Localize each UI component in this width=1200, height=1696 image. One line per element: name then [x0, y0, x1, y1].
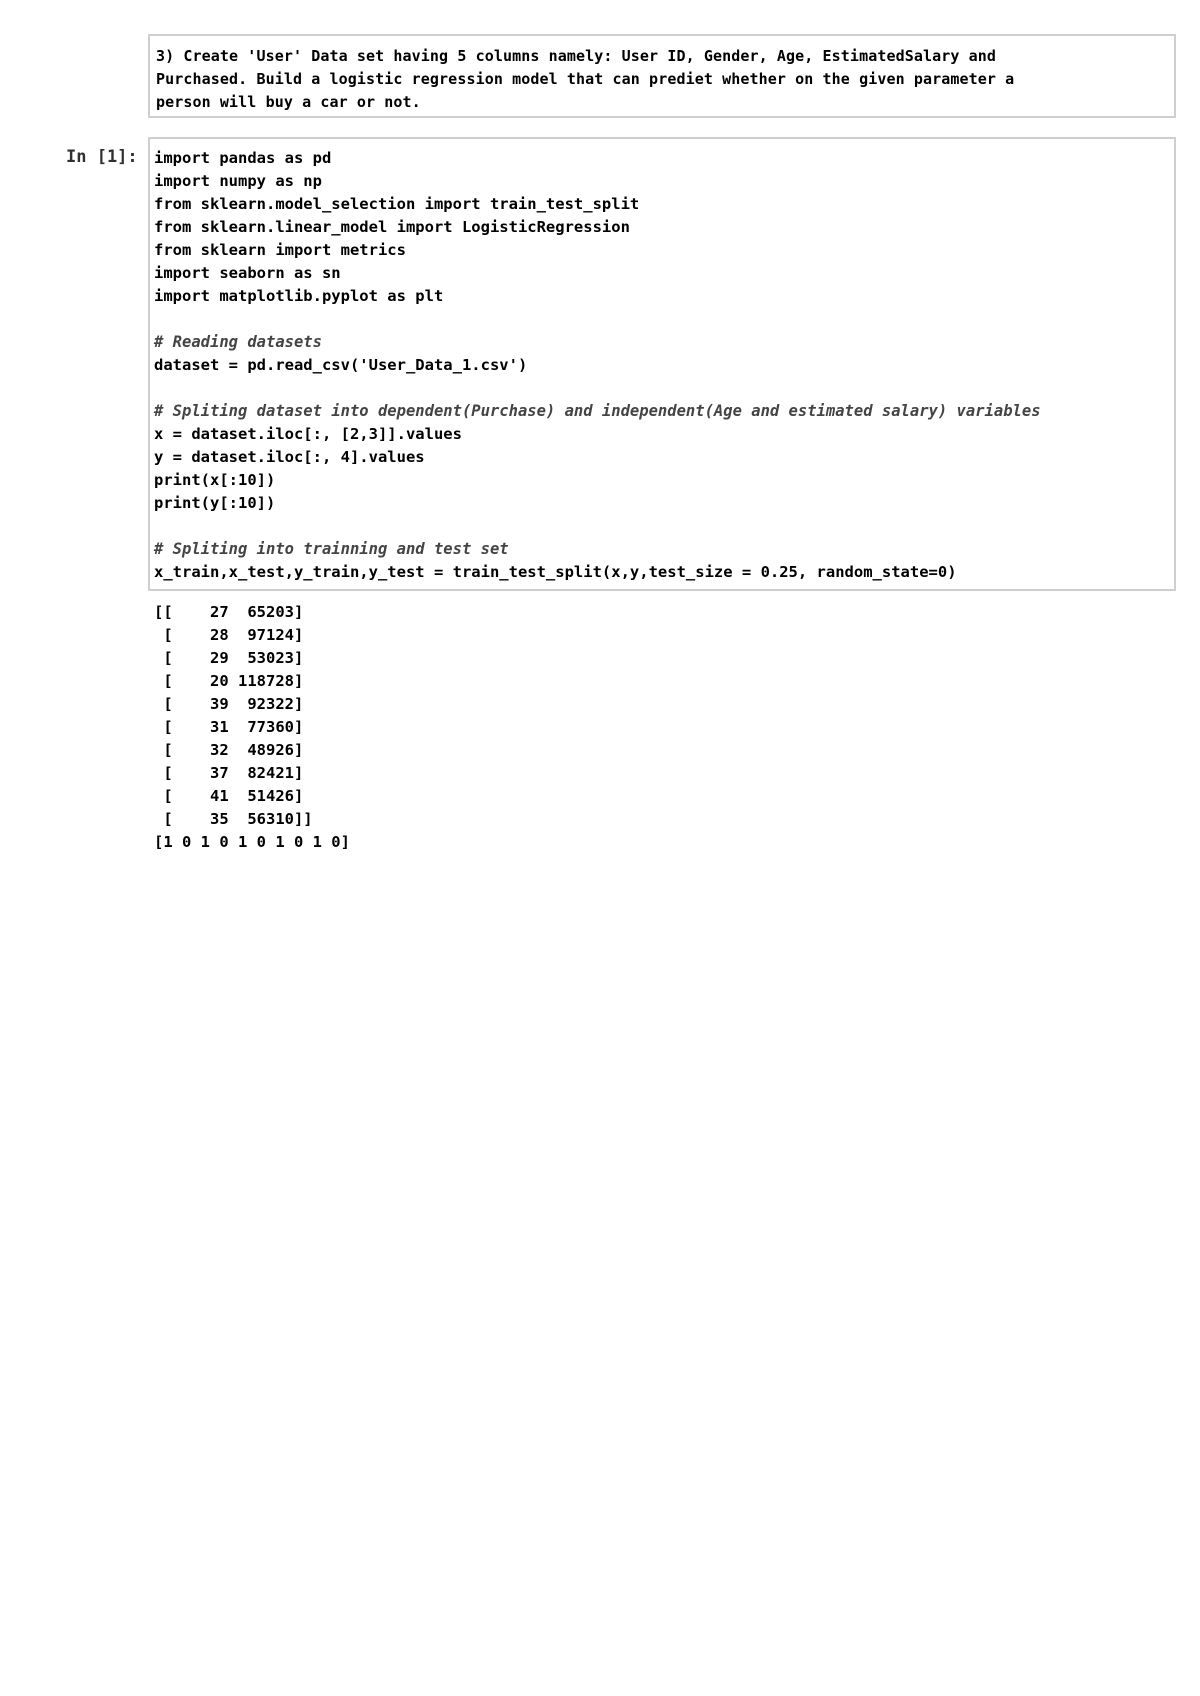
output-line: [ 20 118728]: [154, 672, 304, 690]
output-line: [[ 27 65203]: [154, 603, 304, 621]
output-line: [ 35 56310]]: [154, 810, 313, 828]
output-line: [ 32 48926]: [154, 741, 304, 759]
code-line: import numpy as np: [154, 172, 322, 190]
code-line-blank: [154, 308, 1170, 331]
output-line: [ 31 77360]: [154, 718, 304, 736]
code-line: print(y[:10]): [154, 494, 276, 512]
code-line: from sklearn.model_selection import train_test_split: [154, 195, 640, 213]
code-line: import seaborn as sn: [154, 264, 341, 282]
code-line-blank: [154, 377, 1170, 400]
markdown-text: 3) Create 'User' Data set having 5 columns namely: User ID, Gender, Age, EstimatedSalary and Purchased. Build a logistic regression model that can prediet whether on the given parameter a person will buy a car or not.: [156, 47, 1015, 111]
code-comment: # Spliting dataset into dependent(Purchase) and independent(Age and estimated salary) variables: [154, 402, 1041, 420]
output-line: [1 0 1 0 1 0 1 0 1 0]: [154, 833, 350, 851]
code-cell[interactable]: [148, 137, 1176, 591]
code-line: import pandas as pd: [154, 149, 332, 167]
code-line: from sklearn.linear_model import LogisticRegression: [154, 218, 630, 236]
input-prompt: In [1]:: [66, 147, 138, 167]
code-line: print(x[:10]): [154, 471, 276, 489]
cell-output: [154, 601, 854, 854]
code-line: dataset = pd.read_csv('User_Data_1.csv'): [154, 356, 528, 374]
code-comment: # Reading datasets: [154, 333, 322, 351]
output-line: [ 37 82421]: [154, 764, 304, 782]
code-comment: # Spliting into trainning and test set: [154, 540, 509, 558]
code-line: y = dataset.iloc[:, 4].values: [154, 448, 425, 466]
code-editor[interactable]: [154, 147, 1170, 584]
output-line: [ 28 97124]: [154, 626, 304, 644]
code-line: x = dataset.iloc[:, [2,3]].values: [154, 425, 462, 443]
code-line-blank: [154, 515, 1170, 538]
code-line: x_train,x_test,y_train,y_test = train_test_split(x,y,test_size = 0.25, random_state=0): [154, 563, 957, 581]
output-line: [ 29 53023]: [154, 649, 304, 667]
markdown-cell[interactable]: [148, 34, 1176, 118]
output-line: [ 41 51426]: [154, 787, 304, 805]
code-line: from sklearn import metrics: [154, 241, 406, 259]
code-line: import matplotlib.pyplot as plt: [154, 287, 444, 305]
output-line: [ 39 92322]: [154, 695, 304, 713]
